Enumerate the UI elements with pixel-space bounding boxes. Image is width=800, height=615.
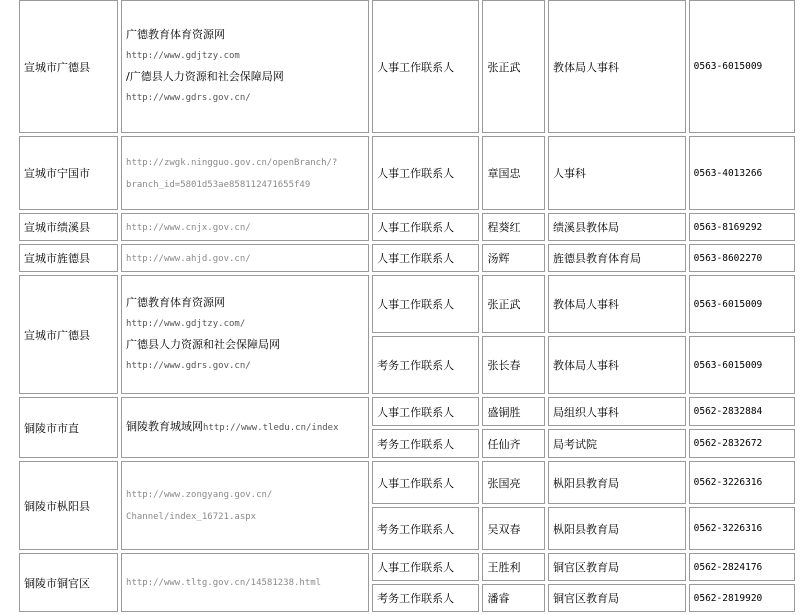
website-link[interactable]: http://www.tledu.cn/index [203, 423, 339, 433]
website-link[interactable]: Channel/index_16721.aspx [126, 512, 257, 522]
contact-name-cell: 张正武 [482, 0, 545, 133]
contact-role-cell: 考务工作联系人 [372, 429, 479, 458]
website-name: 广德教育体育资源网 [126, 296, 226, 309]
contact-name-cell: 王胜利 [482, 553, 545, 581]
region-cell: 宣城市宁国市 [19, 136, 118, 210]
website-line [126, 48, 364, 63]
contact-role-cell: 人事工作联系人 [372, 136, 479, 210]
department-cell: 枞阳县教育局 [548, 507, 686, 550]
contact-name-cell: 张正武 [482, 275, 545, 333]
contact-table [16, 0, 798, 615]
website-line [126, 90, 364, 105]
region-cell: 宣城市广德县 [19, 275, 118, 394]
website-line [126, 70, 364, 83]
website-name: 广德教育体育资源网 [126, 28, 226, 41]
phone-cell: 0563-6015009 [689, 275, 795, 333]
department-cell: 教体局人事科 [548, 336, 686, 394]
phone-cell: 0562-2824176 [689, 553, 795, 581]
website-cell [121, 275, 369, 394]
website-line [126, 420, 364, 435]
contact-role-cell: 人事工作联系人 [372, 397, 479, 426]
department-cell: 局考试院 [548, 429, 686, 458]
phone-cell: 0563-6015009 [689, 0, 795, 133]
table-row [19, 397, 795, 426]
contact-role-cell: 考务工作联系人 [372, 336, 479, 394]
department-cell: 绩溪县教体局 [548, 213, 686, 241]
contact-name-cell: 张国亮 [482, 461, 545, 504]
website-cell [121, 213, 369, 241]
department-cell: 教体局人事科 [548, 0, 686, 133]
phone-cell: 0563-6015009 [689, 336, 795, 394]
phone-cell: 0563-4013266 [689, 136, 795, 210]
region-cell: 铜陵市枞阳县 [19, 461, 118, 550]
contact-role-cell: 人事工作联系人 [372, 244, 479, 272]
website-line [126, 220, 364, 235]
contact-name-cell: 吴双春 [482, 507, 545, 550]
contact-role-cell: 人事工作联系人 [372, 0, 479, 133]
contact-name-cell: 汤辉 [482, 244, 545, 272]
contact-role-cell: 考务工作联系人 [372, 507, 479, 550]
contact-name-cell: 张长春 [482, 336, 545, 394]
line-gap [126, 351, 364, 358]
website-line [126, 296, 364, 309]
table-row [19, 213, 795, 241]
line-gap [126, 309, 364, 316]
website-name: 广德县人力资源和社会保障局网 [126, 338, 281, 351]
website-link[interactable]: http://www.gdrs.gov.cn/ [126, 93, 251, 103]
table-row [19, 553, 795, 581]
region-cell: 铜陵市铜官区 [19, 553, 118, 612]
website-line [126, 509, 364, 524]
line-gap [126, 331, 364, 338]
website-name: /广德县人力资源和社会保障局网 [126, 70, 284, 83]
line-gap [126, 41, 364, 48]
website-line [126, 338, 364, 351]
table-row [19, 275, 795, 333]
contact-name-cell: 潘睿 [482, 584, 545, 612]
line-gap [126, 170, 364, 177]
table-row [19, 136, 795, 210]
website-link[interactable]: http://www.gdjtzy.com/ [126, 319, 246, 329]
contact-name-cell: 任仙齐 [482, 429, 545, 458]
region-cell: 宣城市旌德县 [19, 244, 118, 272]
contact-role-cell: 人事工作联系人 [372, 275, 479, 333]
phone-cell: 0563-8169292 [689, 213, 795, 241]
region-cell: 铜陵市市直 [19, 397, 118, 458]
region-cell: 宣城市绩溪县 [19, 213, 118, 241]
website-link[interactable]: http://www.ahjd.gov.cn/ [126, 253, 251, 264]
website-line [126, 177, 364, 192]
phone-cell: 0562-3226316 [689, 461, 795, 504]
website-cell [121, 136, 369, 210]
website-line [126, 575, 364, 590]
department-cell: 人事科 [548, 136, 686, 210]
department-cell: 铜官区教育局 [548, 553, 686, 581]
contact-role-cell: 人事工作联系人 [372, 213, 479, 241]
website-link[interactable]: http://zwgk.ningguo.gov.cn/openBranch/? [126, 157, 338, 168]
website-line [126, 28, 364, 41]
contact-name-cell: 盛铜胜 [482, 397, 545, 426]
website-cell [121, 461, 369, 550]
website-cell [121, 244, 369, 272]
website-cell [121, 397, 369, 458]
phone-cell: 0562-2832672 [689, 429, 795, 458]
website-link[interactable]: http://www.tltg.gov.cn/14581238.html [126, 578, 322, 588]
website-name: 铜陵教育城域网 [126, 420, 204, 433]
website-line [126, 316, 364, 331]
department-cell: 教体局人事科 [548, 275, 686, 333]
department-cell: 旌德县教育体育局 [548, 244, 686, 272]
website-line [126, 358, 364, 373]
website-link[interactable]: http://www.gdrs.gov.cn/ [126, 361, 251, 371]
contact-role-cell: 人事工作联系人 [372, 553, 479, 581]
department-cell: 铜官区教育局 [548, 584, 686, 612]
department-cell: 局组织人事科 [548, 397, 686, 426]
phone-cell: 0562-3226316 [689, 507, 795, 550]
line-gap [126, 63, 364, 70]
contact-role-cell: 人事工作联系人 [372, 461, 479, 504]
website-line [126, 155, 364, 170]
website-line [126, 251, 364, 266]
website-link[interactable]: http://www.zongyang.gov.cn/ [126, 490, 273, 500]
website-link[interactable]: http://www.cnjx.gov.cn/ [126, 222, 251, 233]
contact-role-cell: 考务工作联系人 [372, 584, 479, 612]
website-link[interactable]: branch_id=5801d53ae858112471655f49 [126, 179, 311, 190]
line-gap [126, 83, 364, 90]
phone-cell: 0563-8602270 [689, 244, 795, 272]
website-cell [121, 0, 369, 133]
contact-name-cell: 章国忠 [482, 136, 545, 210]
phone-cell: 0562-2819920 [689, 584, 795, 612]
table-row [19, 244, 795, 272]
line-gap [126, 502, 364, 509]
table-row [19, 0, 795, 133]
region-cell: 宣城市广德县 [19, 0, 118, 133]
website-cell [121, 553, 369, 612]
phone-cell: 0562-2832884 [689, 397, 795, 426]
department-cell: 枞阳县教育局 [548, 461, 686, 504]
website-link[interactable]: http://www.gdjtzy.com [126, 51, 240, 61]
table-row [19, 461, 795, 504]
website-line [126, 487, 364, 502]
contact-name-cell: 程葵红 [482, 213, 545, 241]
